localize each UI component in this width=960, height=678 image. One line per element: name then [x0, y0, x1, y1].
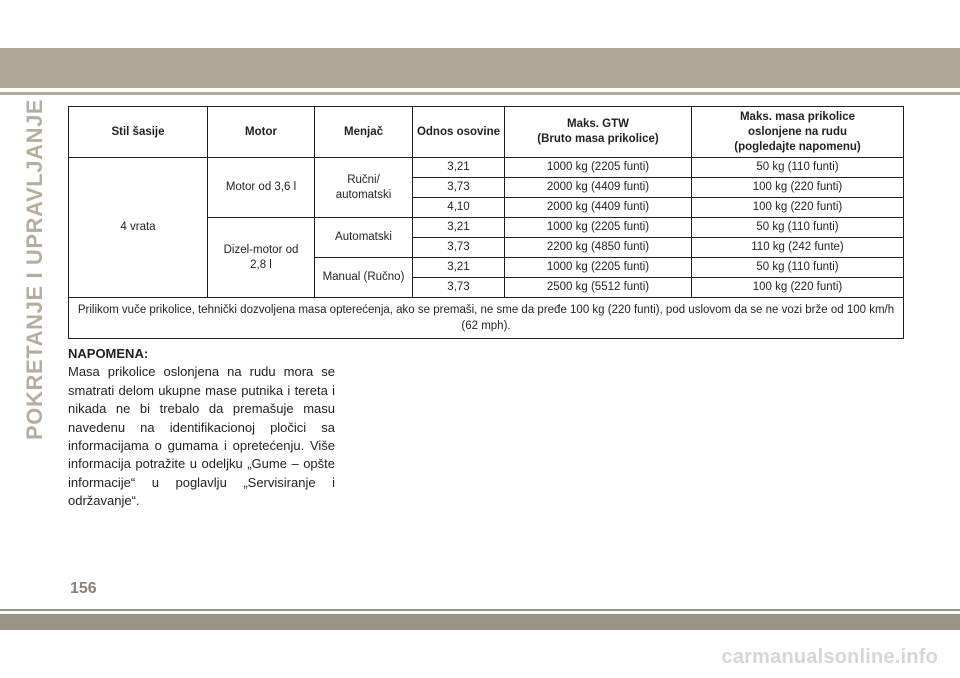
tongue-weight-cell: 50 kg (110 funti) — [692, 258, 904, 278]
table-header-row — [69, 107, 904, 158]
table-header-cell: Motor — [208, 107, 315, 158]
table-header-cell: Menjač — [315, 107, 413, 158]
note-heading: NAPOMENA: — [68, 346, 149, 361]
axle-ratio-cell: 4,10 — [413, 198, 505, 218]
motor-cell: Dizel-motor od 2,8 l — [208, 218, 315, 298]
table-footnote-row — [69, 298, 904, 339]
gtw-cell: 1000 kg (2205 funti) — [505, 158, 692, 178]
table-header-cell: Maks. GTW (Bruto masa prikolice) — [505, 107, 692, 158]
gtw-cell: 2000 kg (4409 funti) — [505, 178, 692, 198]
footer-band — [0, 614, 960, 630]
gtw-cell: 1000 kg (2205 funti) — [505, 218, 692, 238]
tongue-weight-cell: 100 kg (220 funti) — [692, 278, 904, 298]
axle-ratio-cell: 3,21 — [413, 158, 505, 178]
axle-ratio-cell: 3,21 — [413, 218, 505, 238]
page-number: 156 — [70, 580, 97, 597]
transmission-cell: Manual (Ručno) — [315, 258, 413, 298]
body-style-cell: 4 vrata — [69, 158, 208, 298]
motor-cell: Motor od 3,6 l — [208, 158, 315, 218]
tongue-weight-cell: 110 kg (242 funte) — [692, 238, 904, 258]
gtw-cell: 1000 kg (2205 funti) — [505, 258, 692, 278]
footer-rule — [0, 609, 960, 611]
section-side-title: POKRETANJE I UPRAVLJANJE — [22, 98, 47, 440]
transmission-cell: Ručni/ automatski — [315, 158, 413, 218]
gtw-cell: 2000 kg (4409 funti) — [505, 198, 692, 218]
note-text: Masa prikolice oslonjena na rudu mora se smatrati delom ukupne mase putnika i tereta i nikada ne bi trebalo da premašuje masu navedenu na identifikacionoj pločici sa informacijama o gumama i opretećenju. Više informacija potražite u odeljku „Gume – opšte informacije“ u poglavlju „Servisiranje i održavanje“. — [68, 364, 335, 509]
header-band — [0, 48, 960, 88]
gtw-cell: 2500 kg (5512 funti) — [505, 278, 692, 298]
note-block — [68, 345, 335, 511]
towing-spec-table — [68, 106, 904, 339]
tongue-weight-cell: 100 kg (220 funti) — [692, 198, 904, 218]
tongue-weight-cell: 100 kg (220 funti) — [692, 178, 904, 198]
table-row — [69, 158, 904, 178]
axle-ratio-cell: 3,73 — [413, 278, 505, 298]
tongue-weight-cell: 50 kg (110 funti) — [692, 218, 904, 238]
table-footnote: Prilikom vuče prikolice, tehnički dozvoljena masa opterećenja, ako se premaši, ne sme da pređe 100 kg (220 funti), pod uslovom da se ne vozi brže od 100 km/h (62 mph). — [69, 298, 904, 339]
transmission-cell: Automatski — [315, 218, 413, 258]
axle-ratio-cell: 3,73 — [413, 238, 505, 258]
gtw-cell: 2200 kg (4850 funti) — [505, 238, 692, 258]
table-header-cell: Stil šasije — [69, 107, 208, 158]
table-header-cell: Odnos osovine — [413, 107, 505, 158]
header-rule — [0, 92, 960, 95]
watermark: carmanualsonline.info — [721, 646, 938, 668]
axle-ratio-cell: 3,21 — [413, 258, 505, 278]
axle-ratio-cell: 3,73 — [413, 178, 505, 198]
tongue-weight-cell: 50 kg (110 funti) — [692, 158, 904, 178]
table-header-cell: Maks. masa prikolice oslonjene na rudu (pogledajte napomenu) — [692, 107, 904, 158]
